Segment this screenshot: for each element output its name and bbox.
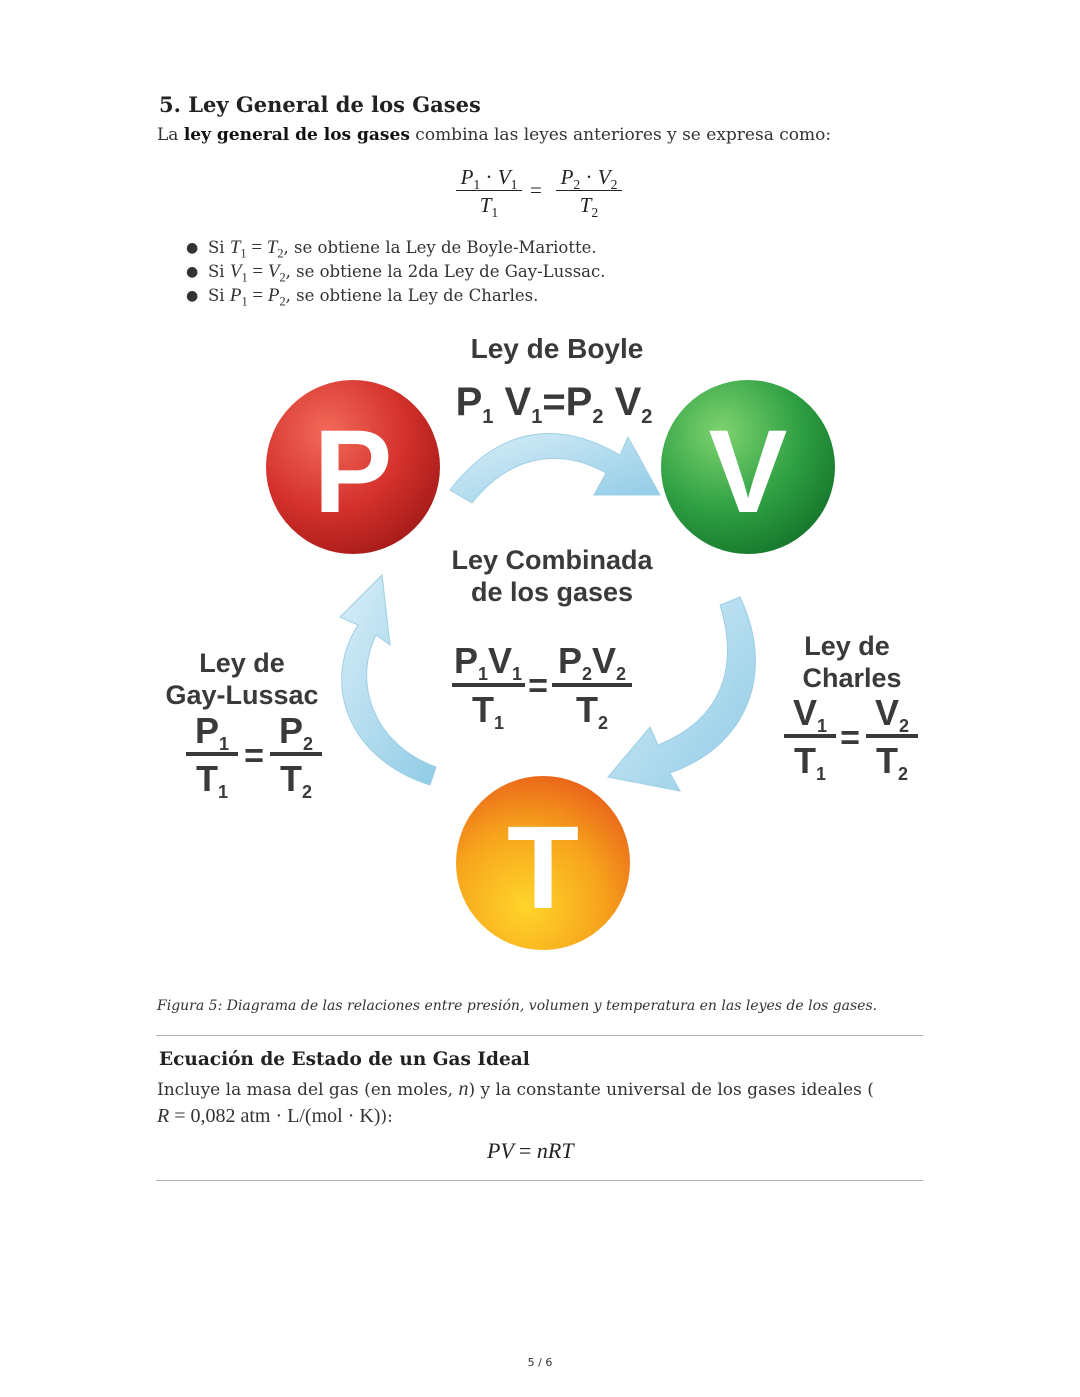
charles-law-label xyxy=(784,631,918,784)
gas-constant: R = 0,082 atm · L/(mol · K) xyxy=(157,1105,381,1127)
volume-letter: V xyxy=(708,406,788,538)
section-title: 5. Ley General de los Gases xyxy=(159,92,481,117)
volume-circle xyxy=(661,380,835,554)
svg-text:=: = xyxy=(840,719,860,757)
bullet-icon: ● xyxy=(186,288,199,304)
ideal-gas-equation: PV = nRT xyxy=(487,1138,574,1163)
equation-right-numerator: $P_2 \cdot V_2$ xyxy=(556,164,622,191)
svg-text:P1: P1 xyxy=(194,710,230,754)
charles-title-line2: Charles xyxy=(802,663,902,693)
svg-text:T1: T1 xyxy=(471,689,505,733)
combined-title-line1: Ley Combinada xyxy=(451,545,653,575)
svg-text:T2: T2 xyxy=(279,758,313,802)
gay-lussac-title-line2: Gay-Lussac xyxy=(165,680,319,710)
equation-right-denominator: $T_2$ xyxy=(579,193,599,220)
bullet-icon: ● xyxy=(186,264,199,280)
svg-text:T1: T1 xyxy=(793,740,827,784)
case-item-charles: ● Si $P_1 = P_2$, se obtiene la Ley de Charles. xyxy=(186,285,539,309)
divider-top xyxy=(156,1035,923,1036)
gay-lussac-title-line1: Ley de xyxy=(199,648,285,678)
special-cases-list xyxy=(186,236,606,308)
gay-lussac-formula xyxy=(186,710,322,802)
arrow-v-to-t xyxy=(608,597,755,791)
svg-text:=: = xyxy=(244,737,264,775)
svg-text:T1: T1 xyxy=(195,758,229,802)
svg-text:T2: T2 xyxy=(575,689,609,733)
intro-bold-term: ley general de los gases xyxy=(183,125,410,145)
boyle-title: Ley de Boyle xyxy=(470,333,644,364)
case-item-gay-lussac: ● Si $V_1 = V_2$, se obtiene la 2da Ley de Gay-Lussac. xyxy=(186,261,606,285)
intro-paragraph: La ley general de los gases combina las leyes anteriores y se expresa como: xyxy=(157,125,832,145)
svg-text:T2: T2 xyxy=(875,740,909,784)
temperature-letter: T xyxy=(506,802,580,934)
divider-bottom xyxy=(156,1180,923,1181)
equation-right-fraction xyxy=(556,164,622,219)
boyle-formula: $P_1$ $V_1=P_2$ $V_2$ xyxy=(455,380,653,428)
ideal-gas-title: Ecuación de Estado de un Gas Ideal xyxy=(159,1049,530,1070)
boyle-law-label xyxy=(456,333,653,428)
figure-caption: Figura 5: Diagrama de las relaciones entre presión, volumen y temperatura en las leyes de los gases. xyxy=(157,998,878,1014)
case-condition: $P_1 = P_2$ xyxy=(229,285,286,309)
equation-left-fraction xyxy=(456,164,522,219)
svg-text:=: = xyxy=(528,667,548,705)
arrow-t-to-p xyxy=(340,575,436,785)
moles-variable: n xyxy=(458,1078,469,1100)
pressure-circle xyxy=(266,380,440,554)
svg-text:P2V2: P2V2 xyxy=(557,640,627,684)
combined-formula xyxy=(452,640,632,733)
temperature-circle xyxy=(456,776,630,950)
page-number: 5 / 6 xyxy=(527,1356,553,1369)
case-item-boyle: ● Si $T_1 = T_2$, se obtiene la Ley de Boyle-Mariotte. xyxy=(186,237,597,261)
arrow-p-to-v xyxy=(450,433,660,503)
svg-text:P1V1: P1V1 xyxy=(453,640,523,684)
equation-left-denominator: $T_1$ xyxy=(479,193,499,220)
general-gas-law-equation xyxy=(456,164,626,224)
charles-title-line1: Ley de xyxy=(804,631,890,661)
svg-text:V1: V1 xyxy=(792,692,828,736)
ideal-gas-description: Incluye la masa del gas (en moles, n) y la constante universal de los gases ideales ( R = 0,082 atm · L/(mol · K)): xyxy=(157,1078,874,1127)
svg-text:V2: V2 xyxy=(874,692,910,736)
bullet-icon: ● xyxy=(186,240,199,256)
svg-text:P2: P2 xyxy=(278,710,314,754)
combined-law-label xyxy=(451,545,653,733)
case-condition: $T_1 = T_2$ xyxy=(229,237,284,261)
charles-formula xyxy=(784,692,918,784)
gas-laws-diagram xyxy=(150,325,930,965)
combined-title-line2: de los gases xyxy=(470,577,634,607)
case-condition: $V_1 = V_2$ xyxy=(229,261,286,285)
pressure-letter: P xyxy=(313,406,393,538)
equation-equals-sign: = xyxy=(530,178,542,202)
gay-lussac-law-label xyxy=(165,648,322,802)
equation-left-numerator: $P_1 \cdot V_1$ xyxy=(456,164,522,191)
